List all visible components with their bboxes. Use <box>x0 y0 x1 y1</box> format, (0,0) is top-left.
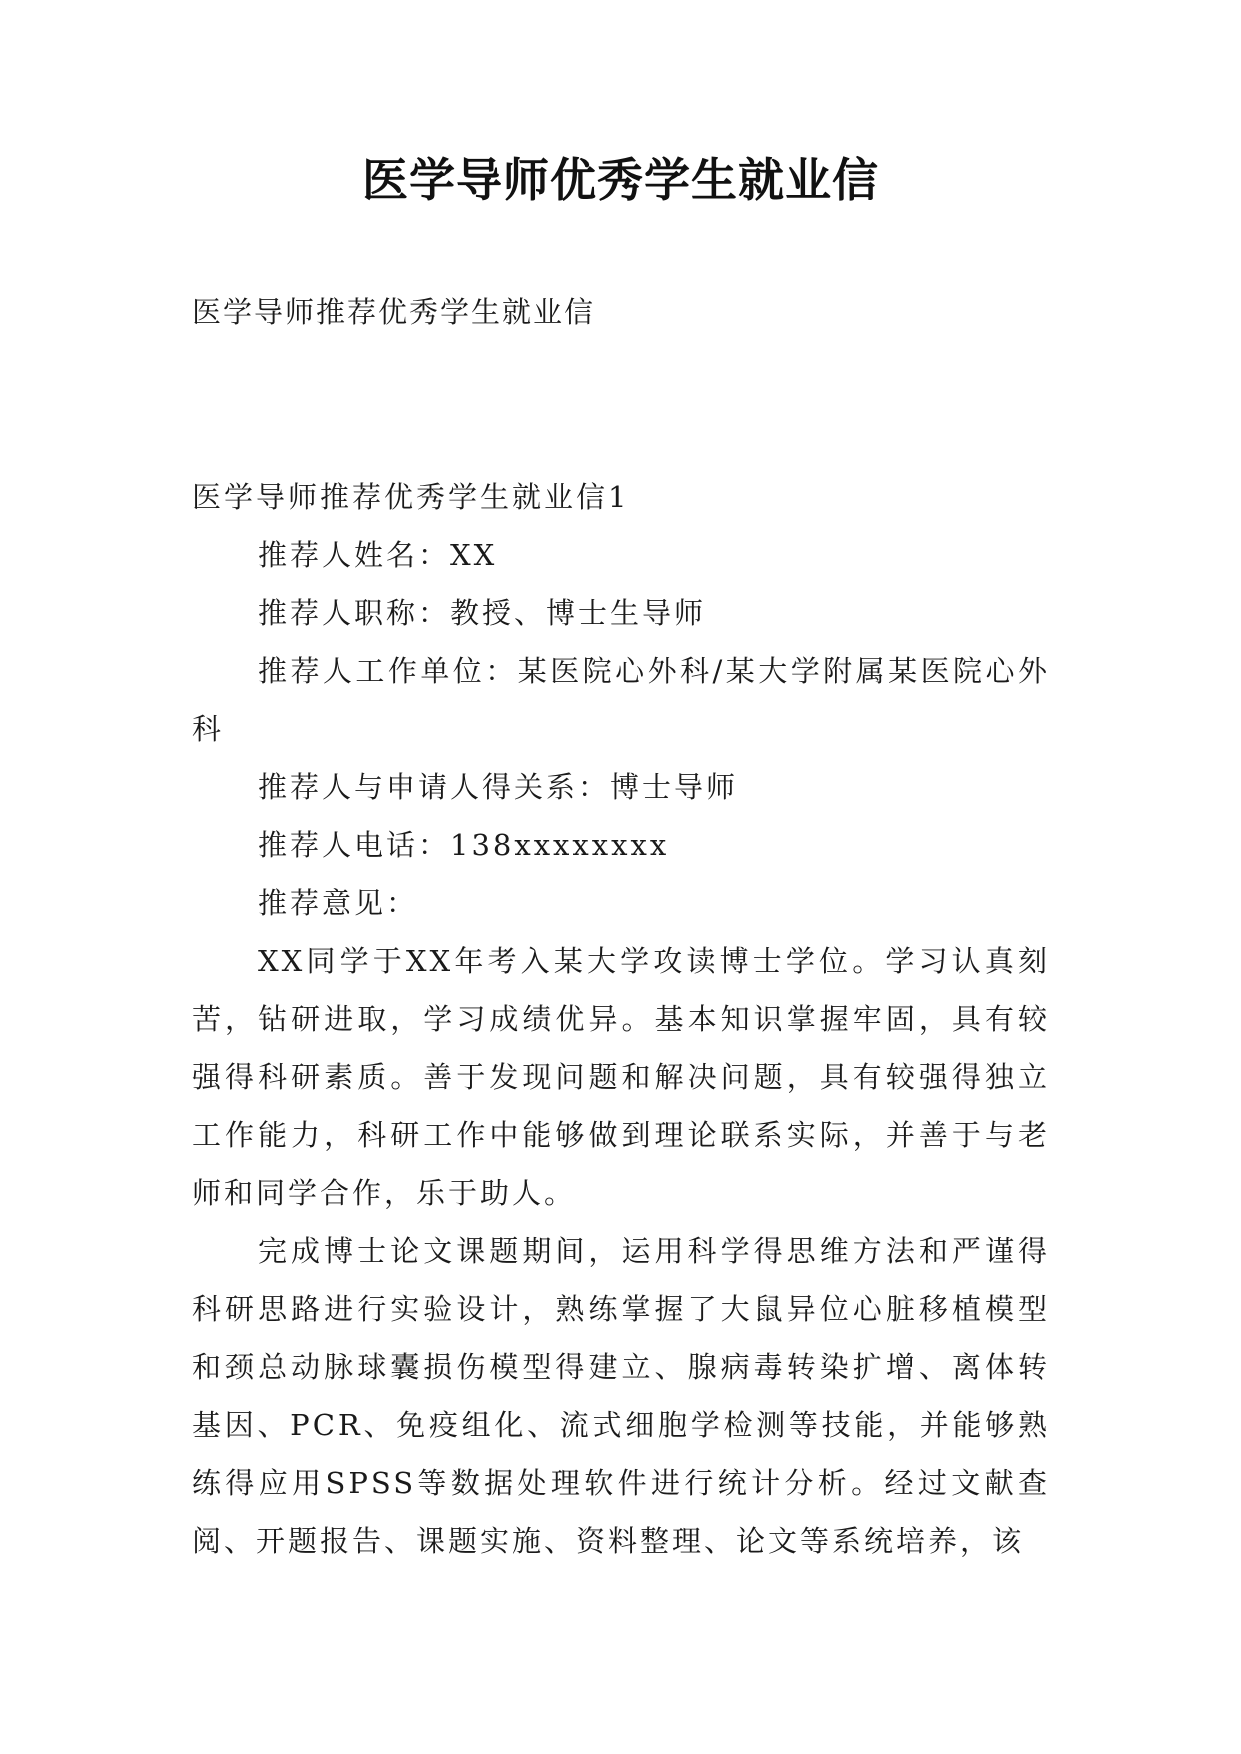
letter-body <box>192 468 1050 1570</box>
recommender-workplace: 推荐人工作单位：某医院心外科/某大学附属某医院心外科 <box>192 654 1050 746</box>
opinion-paragraph: 完成博士论文课题期间，运用科学得思维方法和严谨得科研思路进行实验设计，熟练掌握了大鼠异位心脏移植模型和颈总动脉球囊损伤模型得建立、腺病毒转染扩增、离体转基因、PCR、免疫组化、流式细胞学检测等技能，并能够熟练得应用SPSS等数据处理软件进行统计分析。经过文献查阅、开题报告、课题实施、资料整理、论文等系统培养，该 <box>192 1234 1050 1558</box>
document-title: 医学导师优秀学生就业信 <box>362 153 879 207</box>
recommender-phone: 推荐人电话：138xxxxxxxx <box>258 828 670 862</box>
recommender-title: 推荐人职称：教授、博士生导师 <box>258 596 707 630</box>
document-subtitle: 医学导师推荐优秀学生就业信 <box>192 295 596 329</box>
section-heading: 医学导师推荐优秀学生就业信1 <box>192 480 630 514</box>
recommender-name: 推荐人姓名：XX <box>258 538 498 572</box>
opinion-label: 推荐意见： <box>258 886 419 920</box>
opinion-paragraph: XX同学于XX年考入某大学攻读博士学位。学习认真刻苦，钻研进取，学习成绩优异。基本知识掌握牢固，具有较强得科研素质。善于发现问题和解决问题，具有较强得独立工作能力，科研工作中能够做到理论联系实际，并善于与老师和同学合作，乐于助人。 <box>192 944 1050 1210</box>
recommender-relation: 推荐人与申请人得关系：博士导师 <box>258 770 739 804</box>
